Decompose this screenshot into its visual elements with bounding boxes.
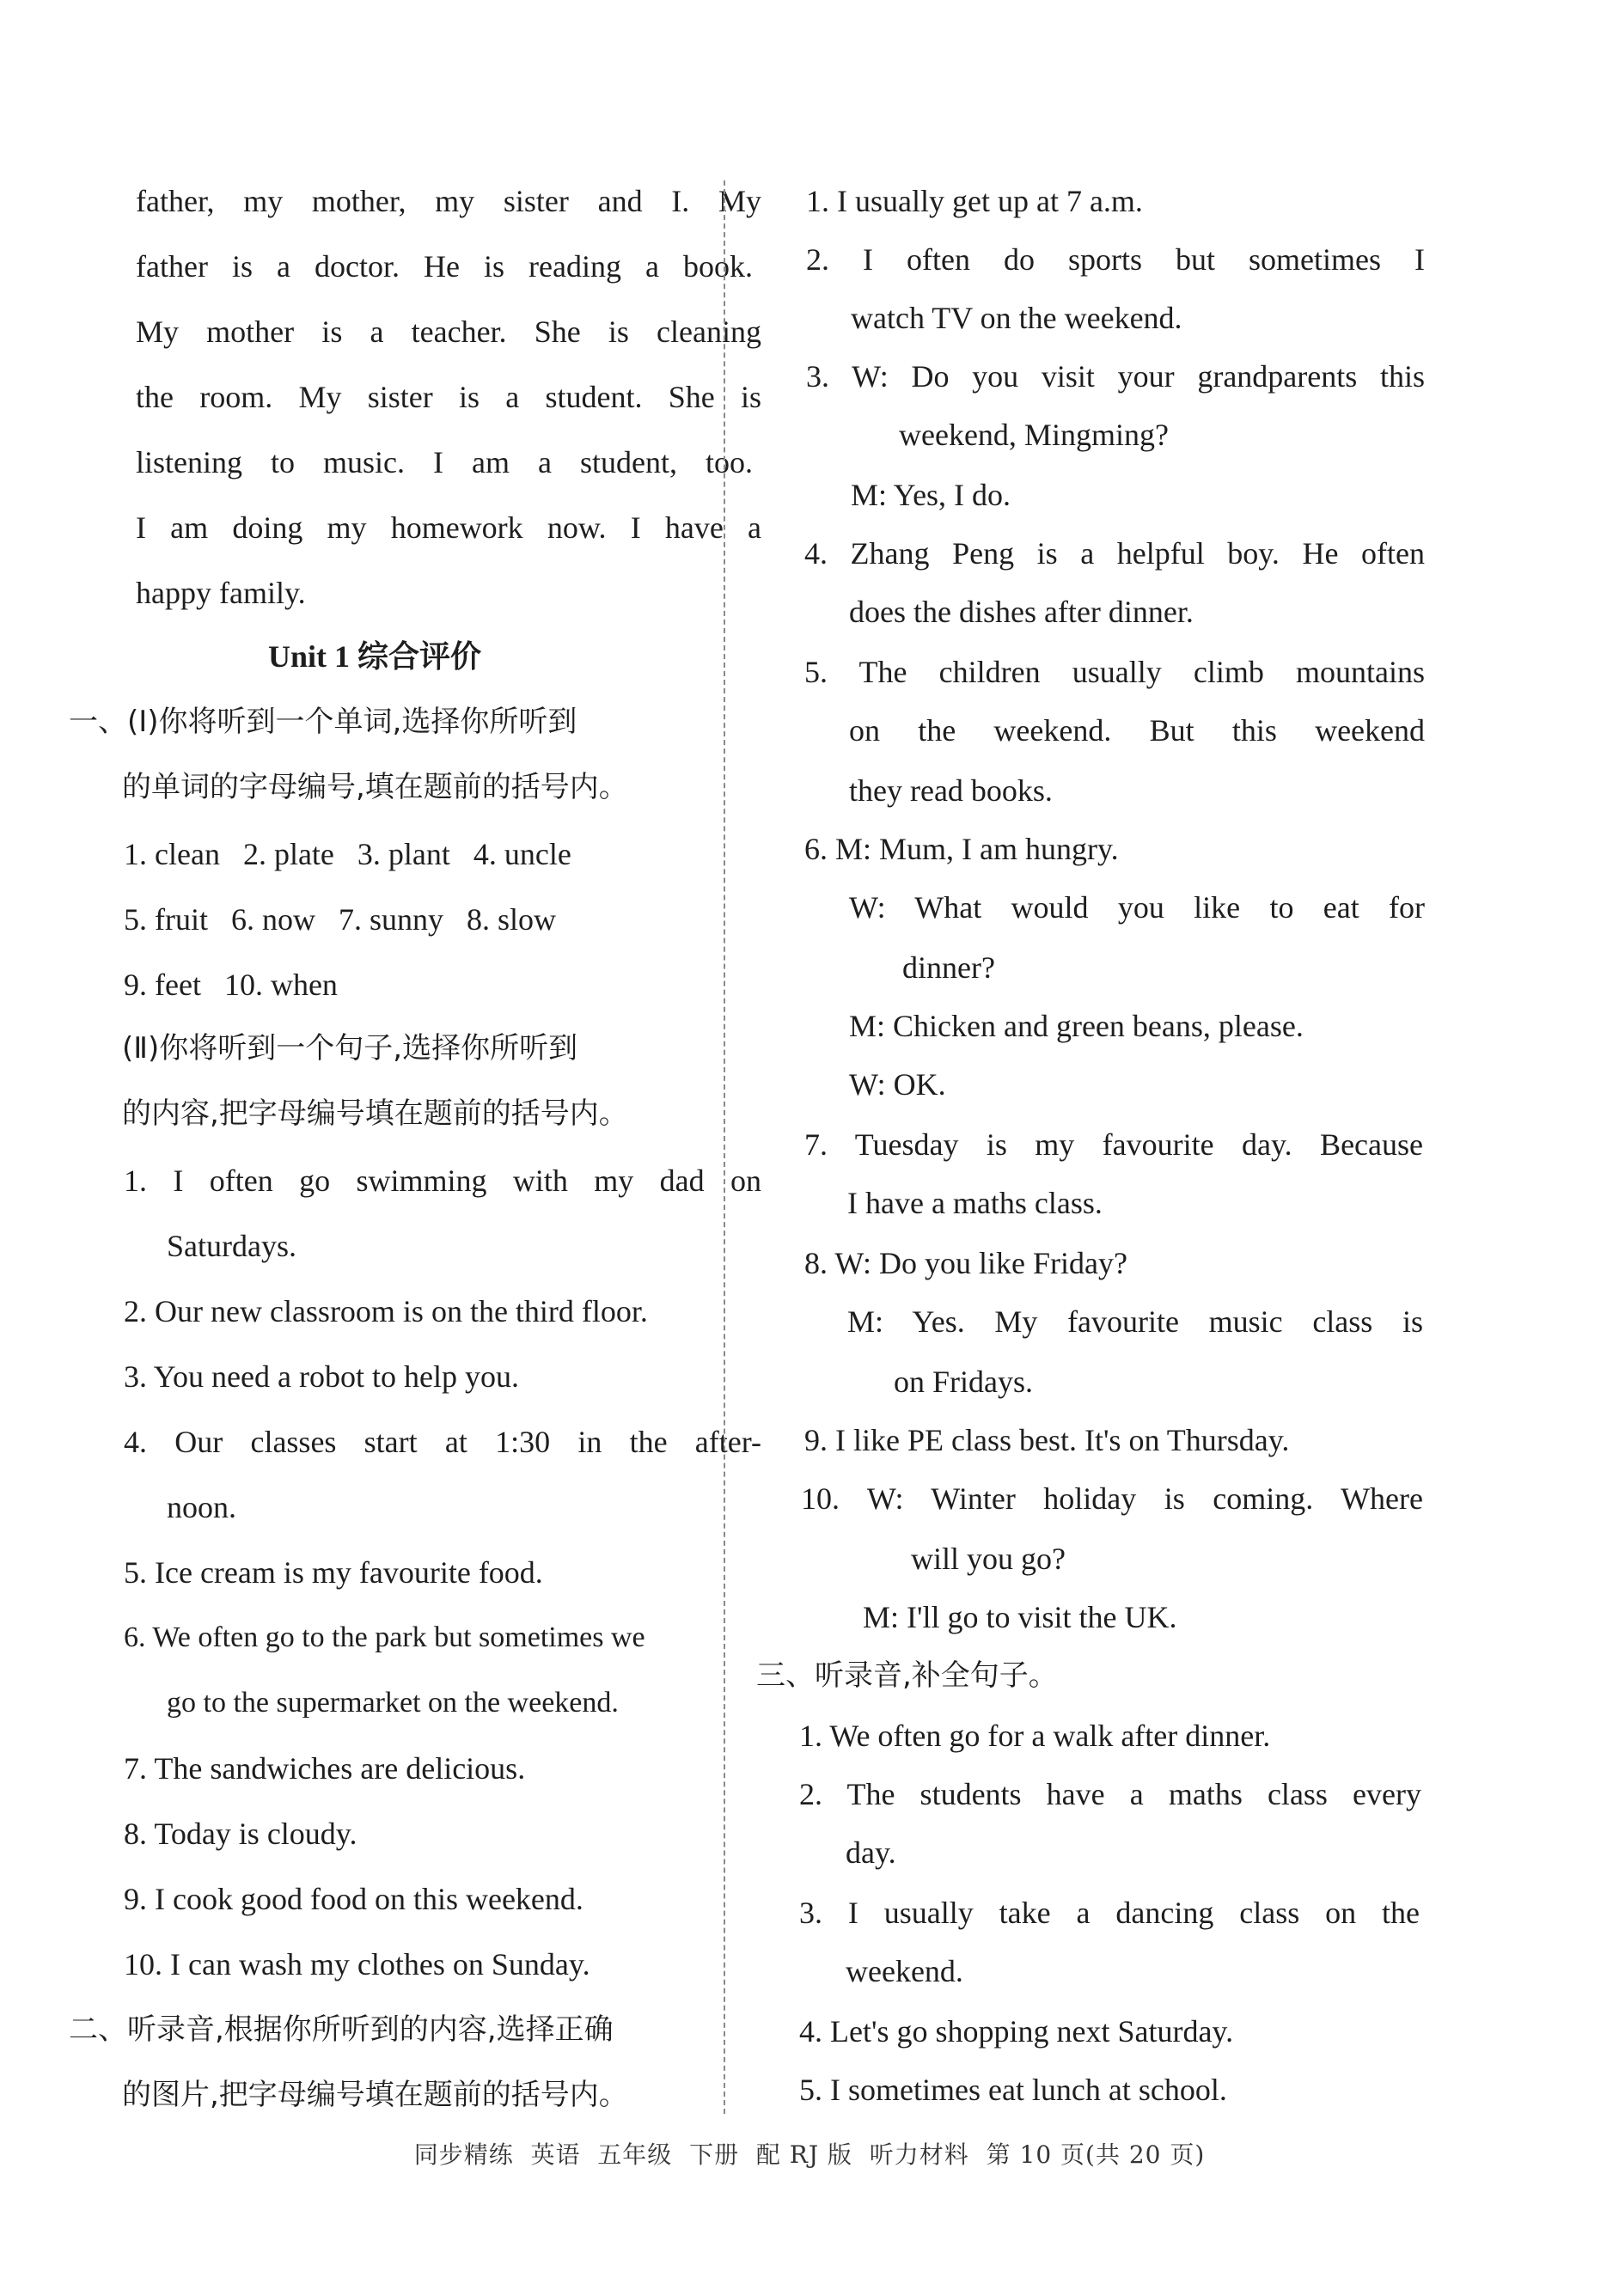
sentence-item: noon. bbox=[167, 1490, 236, 1524]
listening-item: on the weekend. But this weekend bbox=[849, 713, 1425, 748]
listening-item: 9. I like PE class best. It's on Thursday. bbox=[804, 1423, 1290, 1457]
section-1-heading: 一、(Ⅰ)你将听到一个单词,选择你所听到 bbox=[69, 705, 577, 739]
sentence-item: 6. We often go to the park but sometimes we bbox=[124, 1621, 645, 1653]
listening-item: 1. I usually get up at 7 a.m. bbox=[806, 184, 1143, 218]
sentence-item: 5. Ice cream is my favourite food. bbox=[124, 1555, 543, 1590]
listening-item: 8. W: Do you like Friday? bbox=[804, 1246, 1127, 1280]
section-2-heading: 的图片,把字母编号填在题前的括号内。 bbox=[122, 2078, 628, 2112]
listening-item: I have a maths class. bbox=[847, 1186, 1103, 1220]
passage-line: father, my mother, my sister and I. My bbox=[136, 184, 761, 218]
sentence-item: 3. You need a robot to help you. bbox=[124, 1359, 519, 1394]
sentence-item: 1. I often go swimming with my dad on bbox=[124, 1163, 761, 1198]
passage-line: father is a doctor. He is reading a book. bbox=[136, 249, 753, 284]
section-1-part-2-heading: 的内容,把字母编号填在题前的括号内。 bbox=[122, 1096, 628, 1131]
word-list: 1. clean 2. plate 3. plant 4. uncle bbox=[124, 837, 571, 871]
listening-item: dinner? bbox=[902, 950, 995, 985]
sentence-completion-item: 3. I usually take a dancing class on the bbox=[799, 1896, 1420, 1930]
listening-item: 4. Zhang Peng is a helpful boy. He often bbox=[804, 536, 1425, 571]
listening-item: on Fridays. bbox=[894, 1365, 1033, 1399]
sentence-completion-item: 1. We often go for a walk after dinner. bbox=[799, 1719, 1271, 1753]
sentence-item: 7. The sandwiches are delicious. bbox=[124, 1751, 526, 1786]
sentence-item: 2. Our new classroom is on the third floor. bbox=[124, 1294, 648, 1328]
listening-item: M: Chicken and green beans, please. bbox=[849, 1009, 1304, 1043]
sentence-completion-item: 2. The students have a maths class every bbox=[799, 1777, 1421, 1811]
listening-item: 7. Tuesday is my favourite day. Because bbox=[804, 1127, 1423, 1162]
passage-line: I am doing my homework now. I have a bbox=[136, 510, 761, 545]
sentence-item: go to the supermarket on the weekend. bbox=[167, 1687, 619, 1719]
sentence-item: Saturdays. bbox=[167, 1229, 296, 1263]
listening-item: they read books. bbox=[849, 773, 1053, 808]
listening-item: M: Yes. My favourite music class is bbox=[847, 1304, 1423, 1339]
listening-item: 6. M: Mum, I am hungry. bbox=[804, 832, 1119, 866]
listening-item: will you go? bbox=[911, 1542, 1066, 1576]
listening-item: 2. I often do sports but sometimes I bbox=[806, 242, 1425, 277]
listening-item: W: What would you like to eat for bbox=[849, 890, 1425, 925]
sentence-item: 10. I can wash my clothes on Sunday. bbox=[124, 1947, 590, 1982]
sentence-completion-item: 4. Let's go shopping next Saturday. bbox=[799, 2014, 1234, 2049]
sentence-item: 8. Today is cloudy. bbox=[124, 1817, 357, 1851]
column-divider bbox=[724, 180, 725, 2114]
word-list: 5. fruit 6. now 7. sunny 8. slow bbox=[124, 902, 556, 937]
listening-item: does the dishes after dinner. bbox=[849, 595, 1194, 629]
section-3-heading: 三、听录音,补全句子。 bbox=[756, 1658, 1058, 1693]
section-2-heading: 二、听录音,根据你所听到的内容,选择正确 bbox=[69, 2012, 614, 2047]
listening-item: 10. W: Winter holiday is coming. Where bbox=[801, 1481, 1423, 1516]
word-list: 9. feet 10. when bbox=[124, 968, 338, 1002]
section-1-part-2-heading: (Ⅱ)你将听到一个句子,选择你所听到 bbox=[122, 1031, 578, 1066]
listening-item: M: I'll go to visit the UK. bbox=[863, 1600, 1177, 1634]
sentence-completion-item: 5. I sometimes eat lunch at school. bbox=[799, 2073, 1227, 2107]
sentence-completion-item: day. bbox=[846, 1835, 896, 1870]
passage-line: listening to music. I am a student, too. bbox=[136, 445, 753, 479]
unit-title: Unit 1 综合评价 bbox=[268, 639, 482, 674]
listening-item: watch TV on the weekend. bbox=[851, 301, 1182, 335]
page-footer: 同步精练 英语 五年级 下册 配 RJ 版 听力材料 第 10 页(共 20 页) bbox=[413, 2140, 1206, 2169]
sentence-completion-item: weekend. bbox=[846, 1954, 963, 1988]
listening-item: 5. The children usually climb mountains bbox=[804, 655, 1425, 689]
listening-item: M: Yes, I do. bbox=[851, 478, 1011, 512]
passage-line: the room. My sister is a student. She is bbox=[136, 380, 761, 414]
listening-item: weekend, Mingming? bbox=[899, 418, 1169, 452]
sentence-item: 4. Our classes start at 1:30 in the after- bbox=[124, 1425, 761, 1459]
listening-item: W: OK. bbox=[849, 1067, 946, 1102]
passage-line: My mother is a teacher. She is cleaning bbox=[136, 314, 761, 349]
sentence-item: 9. I cook good food on this weekend. bbox=[124, 1882, 583, 1916]
passage-line: happy family. bbox=[136, 576, 306, 610]
listening-item: 3. W: Do you visit your grandparents this bbox=[806, 359, 1425, 394]
section-1-heading: 的单词的字母编号,填在题前的括号内。 bbox=[122, 770, 628, 804]
